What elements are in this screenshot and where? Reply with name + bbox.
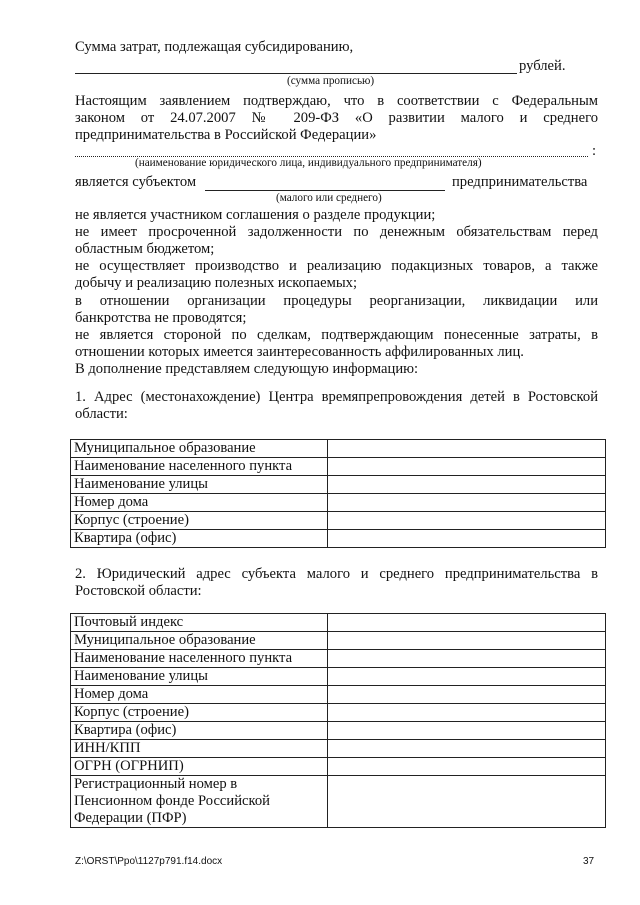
location-address-table xyxy=(70,439,606,548)
rubles-label: рублей. xyxy=(519,58,566,74)
row-label: Наименование улицы xyxy=(71,668,328,686)
section-1-heading: 1. Адрес (местонахождение) Центра времяпрепровождения детей в Ростовской xyxy=(75,389,598,405)
row-label: Корпус (строение) xyxy=(71,704,328,722)
value-cell[interactable] xyxy=(328,704,606,722)
value-cell[interactable] xyxy=(328,650,606,668)
condition-5-line-1: не является стороной по сделкам, подтверждающим понесенные затраты, в xyxy=(75,327,598,343)
subject-size-caption: (малого или среднего) xyxy=(276,192,382,204)
row-label: Наименование населенного пункта xyxy=(71,650,328,668)
row-label: Квартира (офис) xyxy=(71,530,328,548)
row-label: Муниципальное образование xyxy=(71,440,328,458)
value-cell[interactable] xyxy=(328,758,606,776)
value-cell[interactable] xyxy=(328,440,606,458)
pfr-label-line-2: Пенсионном фонде Российской xyxy=(74,793,270,809)
amount-caption: (сумма прописью) xyxy=(287,75,375,87)
statement-line-2: законом от 24.07.2007 № 209-ФЗ «О развитии малого и среднего xyxy=(75,110,598,126)
value-cell[interactable] xyxy=(328,776,606,828)
condition-2-line-2: областным бюджетом; xyxy=(75,241,215,257)
subject-prefix: является субъектом xyxy=(75,174,197,190)
row-label: Номер дома xyxy=(71,494,328,512)
section-2-heading: 2. Юридический адрес субъекта малого и среднего предпринимательства в xyxy=(75,566,598,582)
condition-3-line-1: не осуществляет производство и реализацию подакцизных товаров, а также xyxy=(75,258,598,274)
subsidy-amount-label: Сумма затрат, подлежащая субсидированию, xyxy=(75,39,354,55)
table-row xyxy=(71,530,606,548)
condition-4-line-1: в отношении организации процедуры реорганизации, ликвидации или xyxy=(75,293,598,309)
table-row xyxy=(71,458,606,476)
table-row xyxy=(71,776,606,828)
entity-name-caption: (наименование юридического лица, индивидуального предпринимателя) xyxy=(135,157,482,169)
legal-address-table xyxy=(70,613,606,828)
table-row xyxy=(71,758,606,776)
row-label: ОГРН (ОГРНИП) xyxy=(71,758,328,776)
table-row xyxy=(71,512,606,530)
section-2-heading-cont: Ростовской области: xyxy=(75,583,202,599)
row-label: ИНН/КПП xyxy=(71,740,328,758)
section-1-heading-cont: области: xyxy=(75,406,128,422)
table-row xyxy=(71,704,606,722)
value-cell[interactable] xyxy=(328,494,606,512)
page-number: 37 xyxy=(583,856,595,867)
table-row xyxy=(71,476,606,494)
table-row xyxy=(71,650,606,668)
condition-3-line-2: добычу и реализацию полезных ископаемых; xyxy=(75,275,358,291)
table-row xyxy=(71,614,606,632)
row-label: Наименование улицы xyxy=(71,476,328,494)
table-row xyxy=(71,740,606,758)
condition-4-line-2: банкротства не проводятся; xyxy=(75,310,247,326)
subject-suffix: предпринимательства xyxy=(452,174,588,190)
value-cell[interactable] xyxy=(328,632,606,650)
row-label: Номер дома xyxy=(71,686,328,704)
statement-colon: : xyxy=(592,143,597,159)
pfr-label-line-1: Регистрационный номер в xyxy=(74,776,238,792)
table-row xyxy=(71,722,606,740)
value-cell[interactable] xyxy=(328,740,606,758)
value-cell[interactable] xyxy=(328,458,606,476)
statement-line-1: Настоящим заявлением подтверждаю, что в соответствии с Федеральным xyxy=(75,93,598,109)
amount-words-line xyxy=(75,73,517,74)
value-cell[interactable] xyxy=(328,530,606,548)
table-row xyxy=(71,440,606,458)
value-cell[interactable] xyxy=(328,476,606,494)
row-label: Наименование населенного пункта xyxy=(71,458,328,476)
table-row xyxy=(71,494,606,512)
table-row xyxy=(71,668,606,686)
condition-5-line-2: отношении которых имеется заинтересованность аффилированных лиц. xyxy=(75,344,524,360)
pfr-label-line-3: Федерации (ПФР) xyxy=(74,810,187,826)
footer-file-path: Z:\ORST\Ppo\1127p791.f14.docx xyxy=(75,856,223,867)
condition-2-line-1: не имеет просроченной задолженности по денежным обязательствам перед xyxy=(75,224,598,240)
row-label: Почтовый индекс xyxy=(71,614,328,632)
row-label: Квартира (офис) xyxy=(71,722,328,740)
additional-info-intro: В дополнение представляем следующую информацию: xyxy=(75,361,419,377)
value-cell[interactable] xyxy=(328,614,606,632)
row-label: Муниципальное образование xyxy=(71,632,328,650)
row-label: Корпус (строение) xyxy=(71,512,328,530)
table-row xyxy=(71,686,606,704)
table-row xyxy=(71,632,606,650)
value-cell[interactable] xyxy=(328,668,606,686)
row-label-pfr xyxy=(71,776,328,828)
condition-1: не является участником соглашения о разделе продукции; xyxy=(75,207,436,223)
statement-line-3: предпринимательства в Российской Федерации» xyxy=(75,127,377,143)
value-cell[interactable] xyxy=(328,512,606,530)
value-cell[interactable] xyxy=(328,722,606,740)
subject-size-line xyxy=(205,190,445,191)
value-cell[interactable] xyxy=(328,686,606,704)
